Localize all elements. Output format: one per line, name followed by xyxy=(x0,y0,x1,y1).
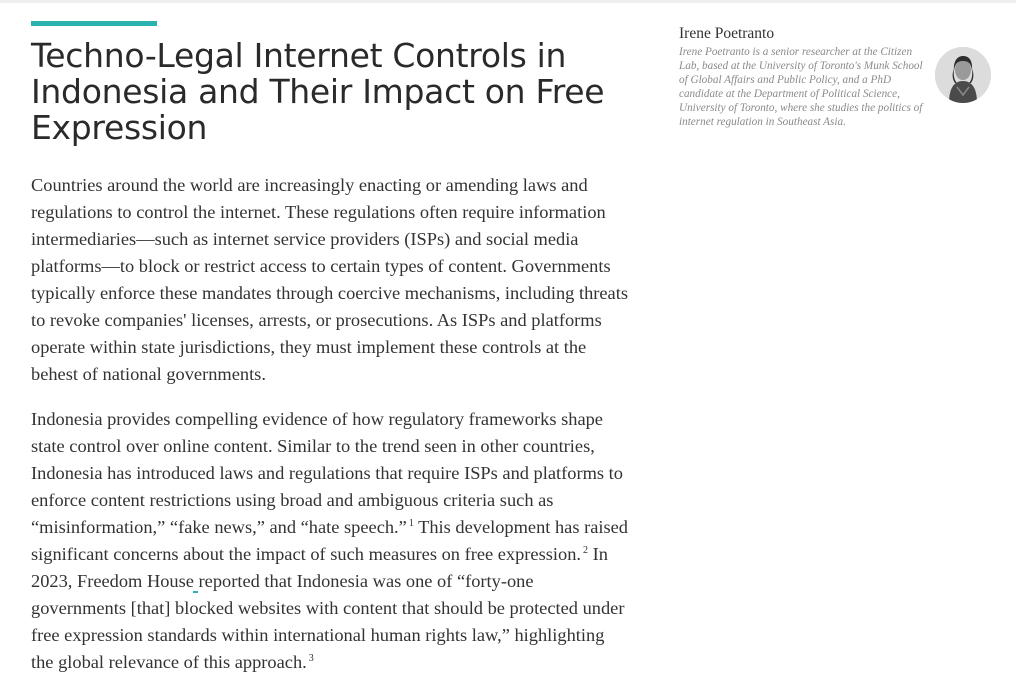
article-body xyxy=(31,172,631,694)
author-avatar xyxy=(935,47,991,103)
avatar-portrait-icon xyxy=(935,47,991,103)
top-border xyxy=(0,0,1016,3)
author-card xyxy=(679,24,929,129)
accent-bar xyxy=(31,21,157,26)
author-bio: Irene Poetranto is a senior researcher at the Citizen Lab, based at the University of Toronto's Munk School of Global Affairs and Public Policy, and a PhD candidate at the Department of Political Science, University of Toronto, where she studies the politics of internet regulation in Southeast Asia. xyxy=(679,46,923,128)
paragraph-2 xyxy=(31,406,631,676)
link-underline-mark xyxy=(193,591,198,593)
paragraph-1: Countries around the world are increasingly enacting or amending laws and regulations to control the internet. These regulations often require information intermediaries—such as internet service providers (ISPs) and social media platforms—to block or restrict access to certain types of content. Governments typically enforce these mandates through coercive mechanisms, including threats to revoke companies' licenses, arrests, or prosecutions. As ISPs and platforms operate within state jurisdictions, they must implement these controls at the behest of national governments. xyxy=(31,175,628,384)
author-name: Irene Poetranto xyxy=(679,25,775,42)
article-title: Techno-Legal Internet Controls in Indonesia and Their Impact on Free Expression xyxy=(31,36,605,147)
footnote-3-link[interactable]: 3 xyxy=(308,653,314,664)
paragraph-2-part-3: In 2023, Freedom House reported that Indonesia was one of “forty-one governments [that] blocked websites with content that should be protected under free expression standards within international human rights law,” highlighting the global relevance of this approach. xyxy=(31,544,625,672)
footnote-1-link[interactable]: 1 xyxy=(408,518,414,529)
footnote-2-link[interactable]: 2 xyxy=(583,545,589,556)
paragraph-2-part-1: Indonesia provides compelling evidence of how regulatory frameworks shape state control over online content. Similar to the trend seen in other countries, Indonesia has introduced laws and regulations that require ISPs and platforms to enforce content restrictions using broad and ambiguous criteria such as “misinformation,” “fake news,” and “hate speech.” xyxy=(31,409,623,537)
paragraph-2-part-2: This development has raised significant concerns about the impact of such measures on free expression. xyxy=(31,517,628,564)
